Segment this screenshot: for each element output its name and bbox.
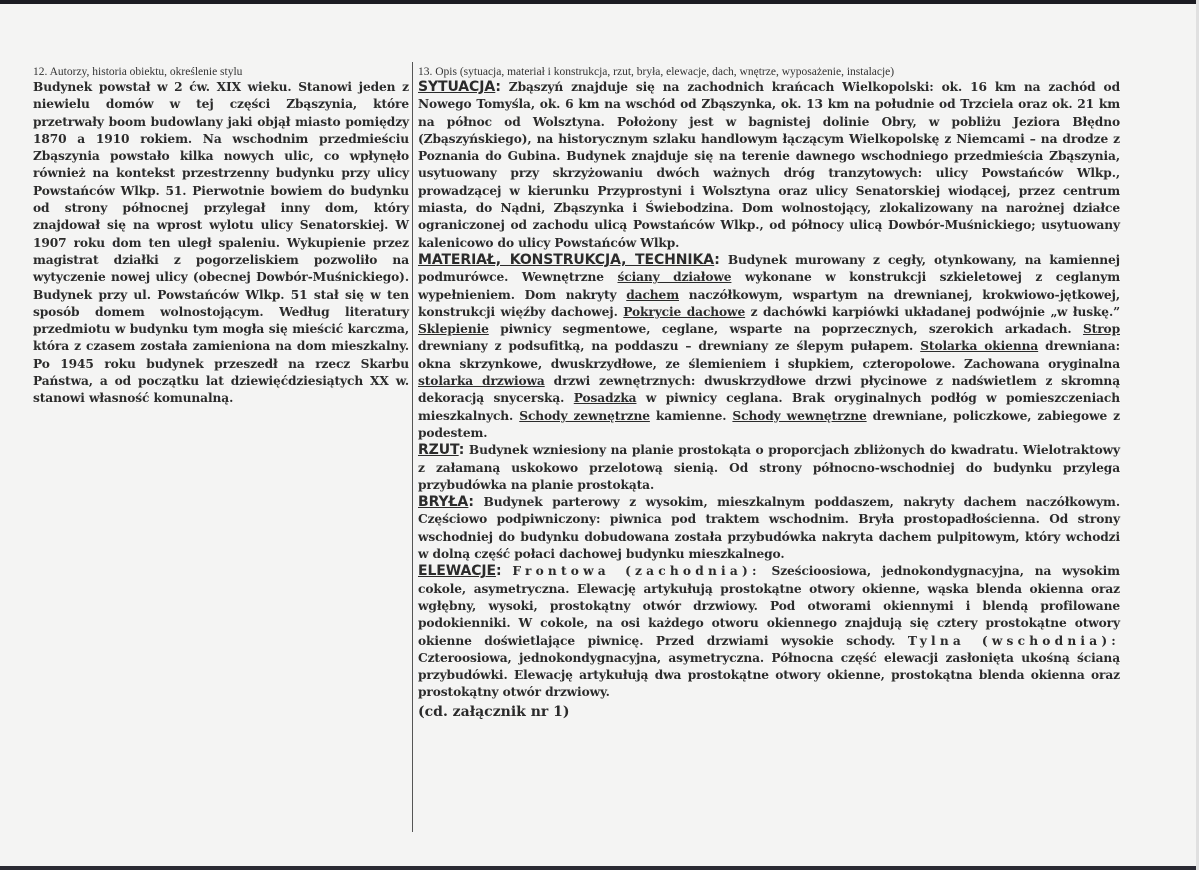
continuation-note: (cd. załącznik nr 1): [418, 703, 570, 720]
front-elevation-label: Frontowa (zachodnia):: [512, 564, 761, 579]
term-strop: Strop: [1082, 322, 1120, 337]
term-posadzka: Posadzka: [573, 391, 637, 406]
scan-top-edge: [0, 0, 1199, 4]
history-section: [33, 65, 409, 408]
material-text: drewniana: okna skrzynkowe, dwuskrzydłowe, ze ślemieniem i słupkiem, czteropolowe. Zachowana oryginalna: [418, 339, 1120, 371]
bryla-heading: BRYŁA: [418, 494, 469, 511]
description-section: [418, 65, 1120, 720]
field-13-label: 13. Opis (sytuacja, materiał i konstrukcja, rzut, bryła, elewacje, dach, wnętrze, wyposażenie, instalacje): [418, 66, 895, 78]
term-schody-wewnetrzne: Schody wewnętrzne: [732, 408, 867, 423]
sytuacja-paragraph: SYTUACJA: Zbąszyń znajduje się na zachodnich krańcach Wielkopolski: ok. 16 km na zachód od Nowego Tomyśla, ok. 6 km na wschód od Zbąszynka, ok. 13 km na południe od Trzciela oraz ok. 21 km na północ od Wolsztyna. Położony jest w bagnistej dolinie Obry, w pobliżu Jeziora Błędno (Zbąszyńskiego), na historycznym szlaku handlowym łączącym Wielkopolskę z Niemcami – na drodze z Poznania do Gubina. Budynek znajduje się na terenie dawnego wschodniego przedmieścia Zbąszynia, usytuowany przy skrzyżowaniu dwóch ważnych dróg tranzytowych: ulicy Powstańców Wlkp., prowadzącej w kierunku Przyprostyni i Wolsztyna oraz ulicy Senatorskiej wiodącej, przez centrum miasta, do Nądni, Zbąszynka i Świebodzina. Dom wolnostojący, zlokalizowany na narożnej działce ograniczonej od zachodu ulicą Powstańców Wlkp., od północy ulicą Dowbór-Muśnickiego; usytuowany kalenicowo do ulicy Powstańców Wlkp.: [418, 79, 1120, 250]
rear-elevation-text: Czteroosiowa, jednokondygnacyjna, asymetryczna. Północna część elewacji zasłonięta ukośną ścianą przybudówki. Elewację artykułują dwa prostokątne otwory okienne, prostokątna blenda okienna oraz prostokątny otwór drzwiowy.: [418, 650, 1120, 700]
term-dachem: dachem: [626, 287, 680, 302]
field-12-label: 12. Autorzy, historia obiektu, określenie stylu: [33, 66, 243, 78]
term-pokrycie-dachowe: Pokrycie dachowe: [623, 304, 746, 319]
material-paragraph: MATERIAŁ, KONSTRUKCJA, TECHNIKA: Budynek murowany z cegły, otynkowany, na kamiennej podmurówce. Wewnętrzne ściany działowe wykonane w konstrukcji szkieletowej z ceglanym wypełnieniem. Dom nakryty dachem naczółkowym, wspartym na drewnianej, krokwiowo-jętkowej, konstrukcji więźby dachowej. Pokrycie dachowe z dachówki karpiówki układanej podwójnie „w łuskę.” Sklepienie piwnicy segmentowe, ceglane, wsparte na poprzecznych, szerokich arkadach. Strop drewniany z podsufitką, na poddaszu – drewniany ze ślepym pułapem. Stolarka okienna drewniana: okna skrzynkowe, dwuskrzydłowe, ze ślemieniem i słupkiem, czteropolowe. Zachowana oryginalna stolarka drzwiowa drzwi zewnętrznych: dwuskrzydłowe drzwi płycinowe z nadświetlem z skromną dekoracją snycerską. Posadzka w piwnicy ceglana. Brak oryginalnych podłóg w pomieszczeniach mieszkalnych. Schody zewnętrzne kamienne. Schody wewnętrzne drewniane, policzkowe, zabiegowe z podestem.: [418, 251, 1121, 440]
sytuacja-heading: SYTUACJA: [418, 79, 496, 95]
material-text: naczółkowym, wspartym na drewnianej, krokwiowo-jętkowej, konstrukcji więźby dachowej.: [418, 287, 1120, 319]
bryla-paragraph: BRYŁA: Budynek parterowy z wysokim, mieszkalnym poddaszem, nakryty dachem naczółkowym. Częściowo podpiwniczony: piwnica pod traktem wschodnim. Bryła prostopadłościenna. Od strony wschodniej do budynku dobudowana została przybudówka nakryta dachem pulpitowym, który wchodzi w dolną część połaci dachowej budynku mieszkalnego.: [418, 494, 1120, 562]
material-text: kamienne.: [649, 408, 733, 423]
material-text: drewniany z podsufitką, na poddaszu – drewniany ze ślepym pułapem.: [418, 339, 921, 354]
term-sklepienie: Sklepienie: [418, 322, 489, 337]
rear-elevation-label: Tylna (wschodnia):: [907, 633, 1121, 648]
column-divider: [412, 62, 413, 832]
bryla-text: Budynek parterowy z wysokim, mieszkalnym poddaszem, nakryty dachem naczółkowym. Częściowo podpiwniczony: piwnica pod traktem wschodnim. Bryła prostopadłościenna. Od strony wschodniej do budynku dobudowana została przybudówka nakryta dachem pulpitowym, który wchodzi w dolną część połaci dachowej budynku mieszkalnego.: [418, 495, 1120, 562]
elewacje-paragraph: ELEWACJE: Frontowa (zachodnia): Sześcioosiowa, jednokondygnacyjna, na wysokim cokole, asymetryczna. Elewację artykułują prostokątne otwory okienne, wąska blenda okienna oraz wgłębny, wysoki, prostokątny otwór drzwiowy. Pod otworami okiennymi i blendą profilowane podokienniki. W cokole, na osi każdego otworu okiennego znajdują się cztery prostokątne otwory okienne doświetlające piwnicę. Przed drzwiami wysokie schody. Tylna (wschodnia): Czteroosiowa, jednokondygnacyjna, asymetryczna. Północna część elewacji zasłonięta ukośną ścianą przybudówki. Elewację artykułują dwa prostokątne otwory okienne, prostokątna blenda okienna oraz prostokątny otwór drzwiowy.: [418, 563, 1121, 700]
material-text: Budynek murowany z cegły, otynkowany, na kamiennej podmurówce. Wewnętrzne: [418, 252, 1120, 285]
scan-bottom-edge: [0, 866, 1199, 870]
elewacje-heading: ELEWACJE: [418, 563, 496, 580]
front-elevation-text: Sześcioosiowa, jednokondygnacyjna, na wysokim cokole, asymetryczna. Elewację artykułują prostokątne otwory okienne, wąska blenda okienna oraz wgłębny, wysoki, prostokątny otwór drzwiowy. Pod otworami okiennymi i blendą profilowane podokienniki. W cokole, na osi każdego otworu okiennego znajdują się cztery prostokątne otwory okienne doświetlające piwnicę. Przed drzwiami wysokie schody.: [418, 564, 1120, 648]
material-text: w piwnicy ceglana. Brak oryginalnych podłóg w pomieszczeniach mieszkalnych.: [418, 391, 1120, 423]
term-schody-zewnetrzne: Schody zewnętrzne: [519, 408, 650, 423]
rzut-heading: RZUT: [418, 442, 459, 459]
rzut-paragraph: RZUT: Budynek wzniesiony na planie prostokąta o proporcjach zbliżonych do kwadratu. Wielotraktowy z załamaną uskokowo przelotową sienią. Od strony północno-wschodniej do budynku przylega przybudówka na planie prostokąta.: [418, 442, 1120, 492]
material-text: wykonane w konstrukcji szkieletowej z ceglanym wypełnieniem. Dom nakryty: [418, 270, 1121, 302]
material-text: drewniane, policzkowe, zabiegowe z podestem.: [418, 408, 1120, 440]
material-text: z dachówki karpiówki układanej podwójnie „w łuskę.”: [745, 304, 1121, 319]
rzut-text: Budynek wzniesiony na planie prostokąta o proporcjach zbliżonych do kwadratu. Wielotraktowy z załamaną uskokowo przelotową sienią. Od strony północno-wschodniej do budynku przylega przybudówka na planie prostokąta.: [418, 443, 1120, 492]
material-text: drzwi zewnętrznych: dwuskrzydłowe drzwi płycinowe z nadświetlem z skromną dekoracją snycerską.: [418, 374, 1120, 406]
material-text: piwnicy segmentowe, ceglane, wsparte na poprzecznych, szerokich arkadach.: [488, 322, 1083, 337]
sytuacja-text: Zbąszyń znajduje się na zachodnich krańcach Wielkopolski: ok. 16 km na zachód od Nowego Tomyśla, ok. 6 km na wschód od Zbąszynka, ok. 13 km na południe od Trzciela oraz ok. 21 km na północ od Wolsztyna. Położony jest w bagnistej dolinie Obry, w pobliżu Jeziora Błędno (Zbąszyńskiego), na historycznym szlaku handlowym łączącym Wielkopolskę z Niemcami – na drodze z Poznania do Gubina. Budynek znajduje się na terenie dawnego wschodniego przedmieścia Zbąszynia, usytuowany przy skrzyżowaniu dwóch ważnych dróg tranzytowych: ulicy Powstańców Wlkp., prowadzącej w kierunku Przyprostyni i Wolsztyna oraz ulicy Senatorskiej wiodącej, przez centrum miasta, do Nądni, Zbąszynka i Świebodzina. Dom wolnostojący, zlokalizowany na narożnej działce ograniczonej od zachodu ulicą Powstańców Wlkp., od północy ulicą Dowbór-Muśnickiego; usytuowany kalenicowo do ulicy Powstańców Wlkp.: [418, 80, 1120, 250]
history-text: Budynek powstał w 2 ćw. XIX wieku. Stanowi jeden z niewielu domów w tej części Zbąszynia, które przetrwały boom budowlany jaki objął miasto pomiędzy 1870 a 1910 rokiem. Na wschodnim przedmieściu Zbąszynia powstało kilka nowych ulic, co wpłynęło również na kontekst przestrzenny budynku przy ulicy Powstańców Wlkp. 51. Pierwotnie bowiem do budynku od strony północnej przylegał inny dom, który znajdował się na wprost wylotu ulicy Senatorskiej. W 1907 roku dom ten uległ spaleniu. Wykupienie przez magistrat działki z pogorzeliskiem pozwoliło na wytyczenie nowej ulicy (obecnej Dowbór-Muśnickiego). Budynek przy ul. Powstańców Wlkp. 51 stał się w ten sposób domem wolnostojącym. Według literatury przedmiotu w budynku tym mogła się mieścić karczma, która z czasem została zamieniona na dom mieszkalny. Po 1945 roku budynek przeszedł na rzecz Skarbu Państwa, a od początku lat dziewięćdziesiątych XX w. stanowi własność komunalną.: [33, 80, 409, 406]
term-stolarka-okienna: Stolarka okienna: [920, 339, 1039, 354]
material-heading: MATERIAŁ, KONSTRUKCJA, TECHNIKA: [418, 251, 715, 268]
term-sciany-dzialowe: ściany działowe: [617, 270, 732, 285]
term-stolarka-drzwiowa: stolarka drzwiowa: [418, 374, 545, 389]
